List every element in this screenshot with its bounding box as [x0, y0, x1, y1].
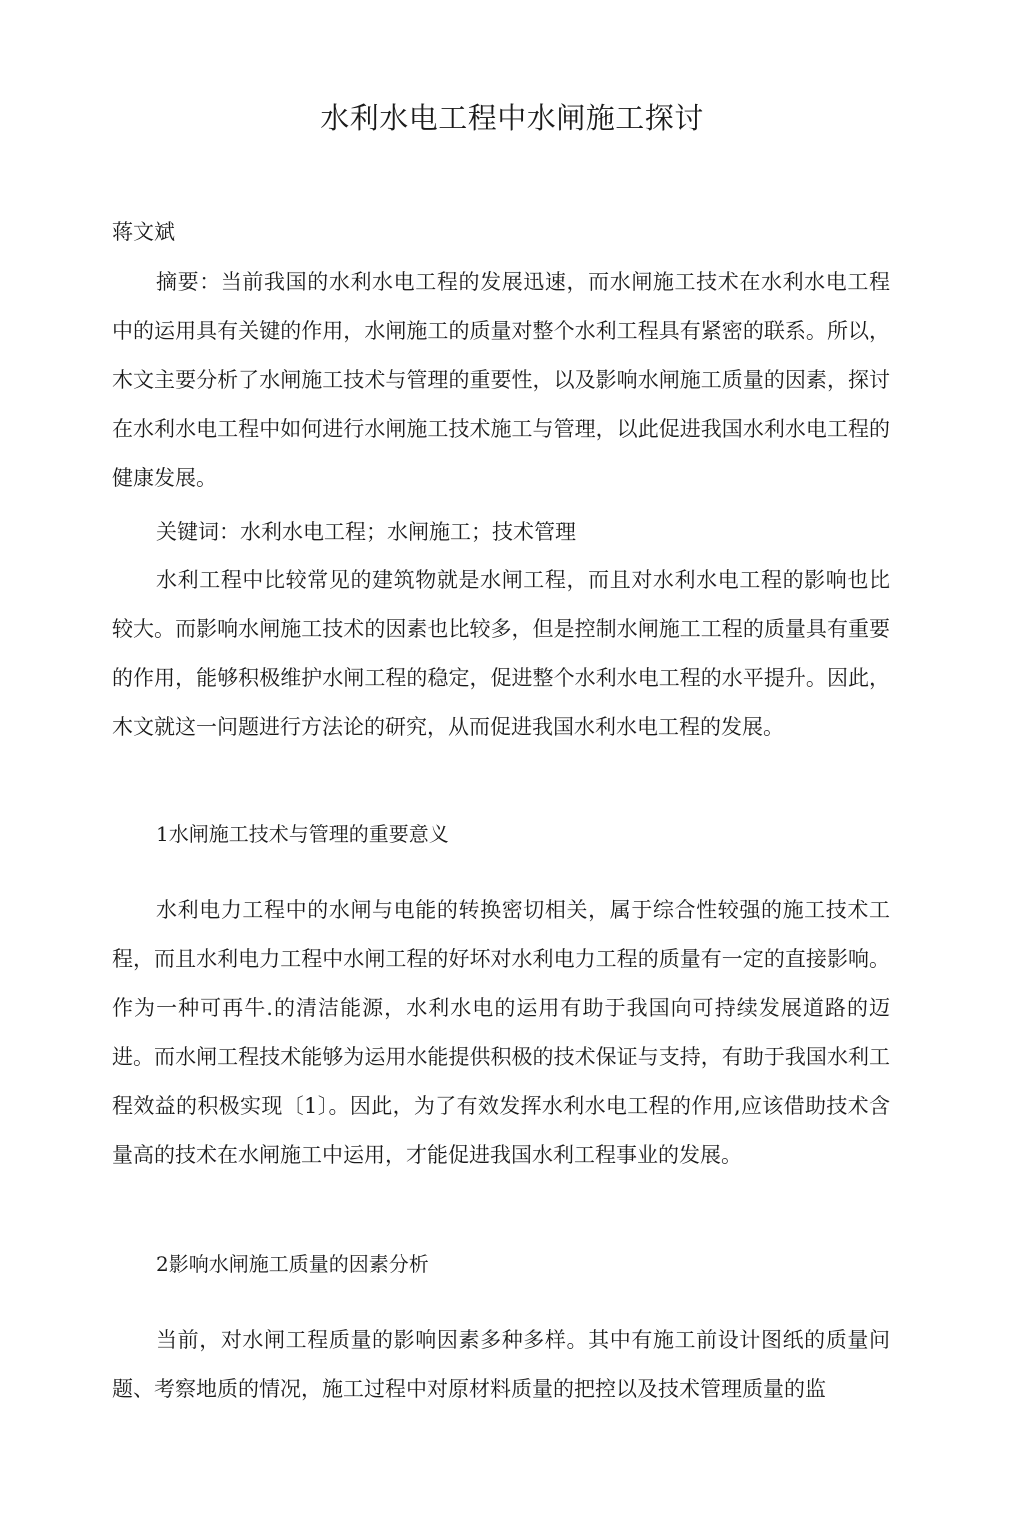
section-1-paragraph: 水利电力工程中的水闸与电能的转换密切相关，属于综合性较强的施工技术工程，而且水利电力工程中水闸工程的好坏对水利电力工程的质量有一定的直接影响。作为一种可再牛.的清洁能源，水利水电的运用有助于我国向可持续发展道路的迈进。而水闸工程技术能够为运用水能提供积极的技术保证与支持，有助于我国水利工程效益的积极实现〔1〕。因此，为了有效发挥水利水电工程的作用,应该借助技术含量高的技术在水闸施工中运用，才能促进我国水利工程事业的发展。	[112, 898, 890, 1167]
section-2-paragraph: 当前，对水闸工程质量的影响因素多种多样。其中有施工前设计图纸的质量问题、考察地质的情况，施工过程中对原材料质量的把控以及技术管理质量的监	[112, 1328, 890, 1401]
document-title: 水利水电工程中水闸施工探讨	[320, 101, 704, 135]
author-name: 蒋文斌	[112, 220, 175, 244]
keywords-paragraph: 关键词：水利水电工程；水闸施工；技术管理	[156, 520, 576, 544]
intro-paragraph: 水利工程中比较常见的建筑物就是水闸工程，而且对水利水电工程的影响也比较大。而影响水闸施工技术的因素也比较多，但是控制水闸施工工程的质量具有重要的作用，能够积极维护水闸工程的稳定，促进整个水利水电工程的水平提升。因此，木文就这一问题进行方法论的研究，从而促进我国水利水电工程的发展。	[112, 568, 890, 739]
abstract-paragraph: 摘要：当前我国的水利水电工程的发展迅速，而水闸施工技术在水利水电工程中的运用具有关键的作用，水闸施工的质量对整个水利工程具有紧密的联系。所以，木文主要分析了水闸施工技术与管理的重要性，以及影响水闸施工质量的因素，探讨在水利水电工程中如何进行水闸施工技术施工与管理，以此促进我国水利水电工程的健康发展。	[112, 270, 890, 490]
section-1-heading: 1水闸施工技术与管理的重要意义	[156, 822, 449, 846]
section-2-heading: 2影响水闸施工质量的因素分析	[156, 1252, 429, 1276]
